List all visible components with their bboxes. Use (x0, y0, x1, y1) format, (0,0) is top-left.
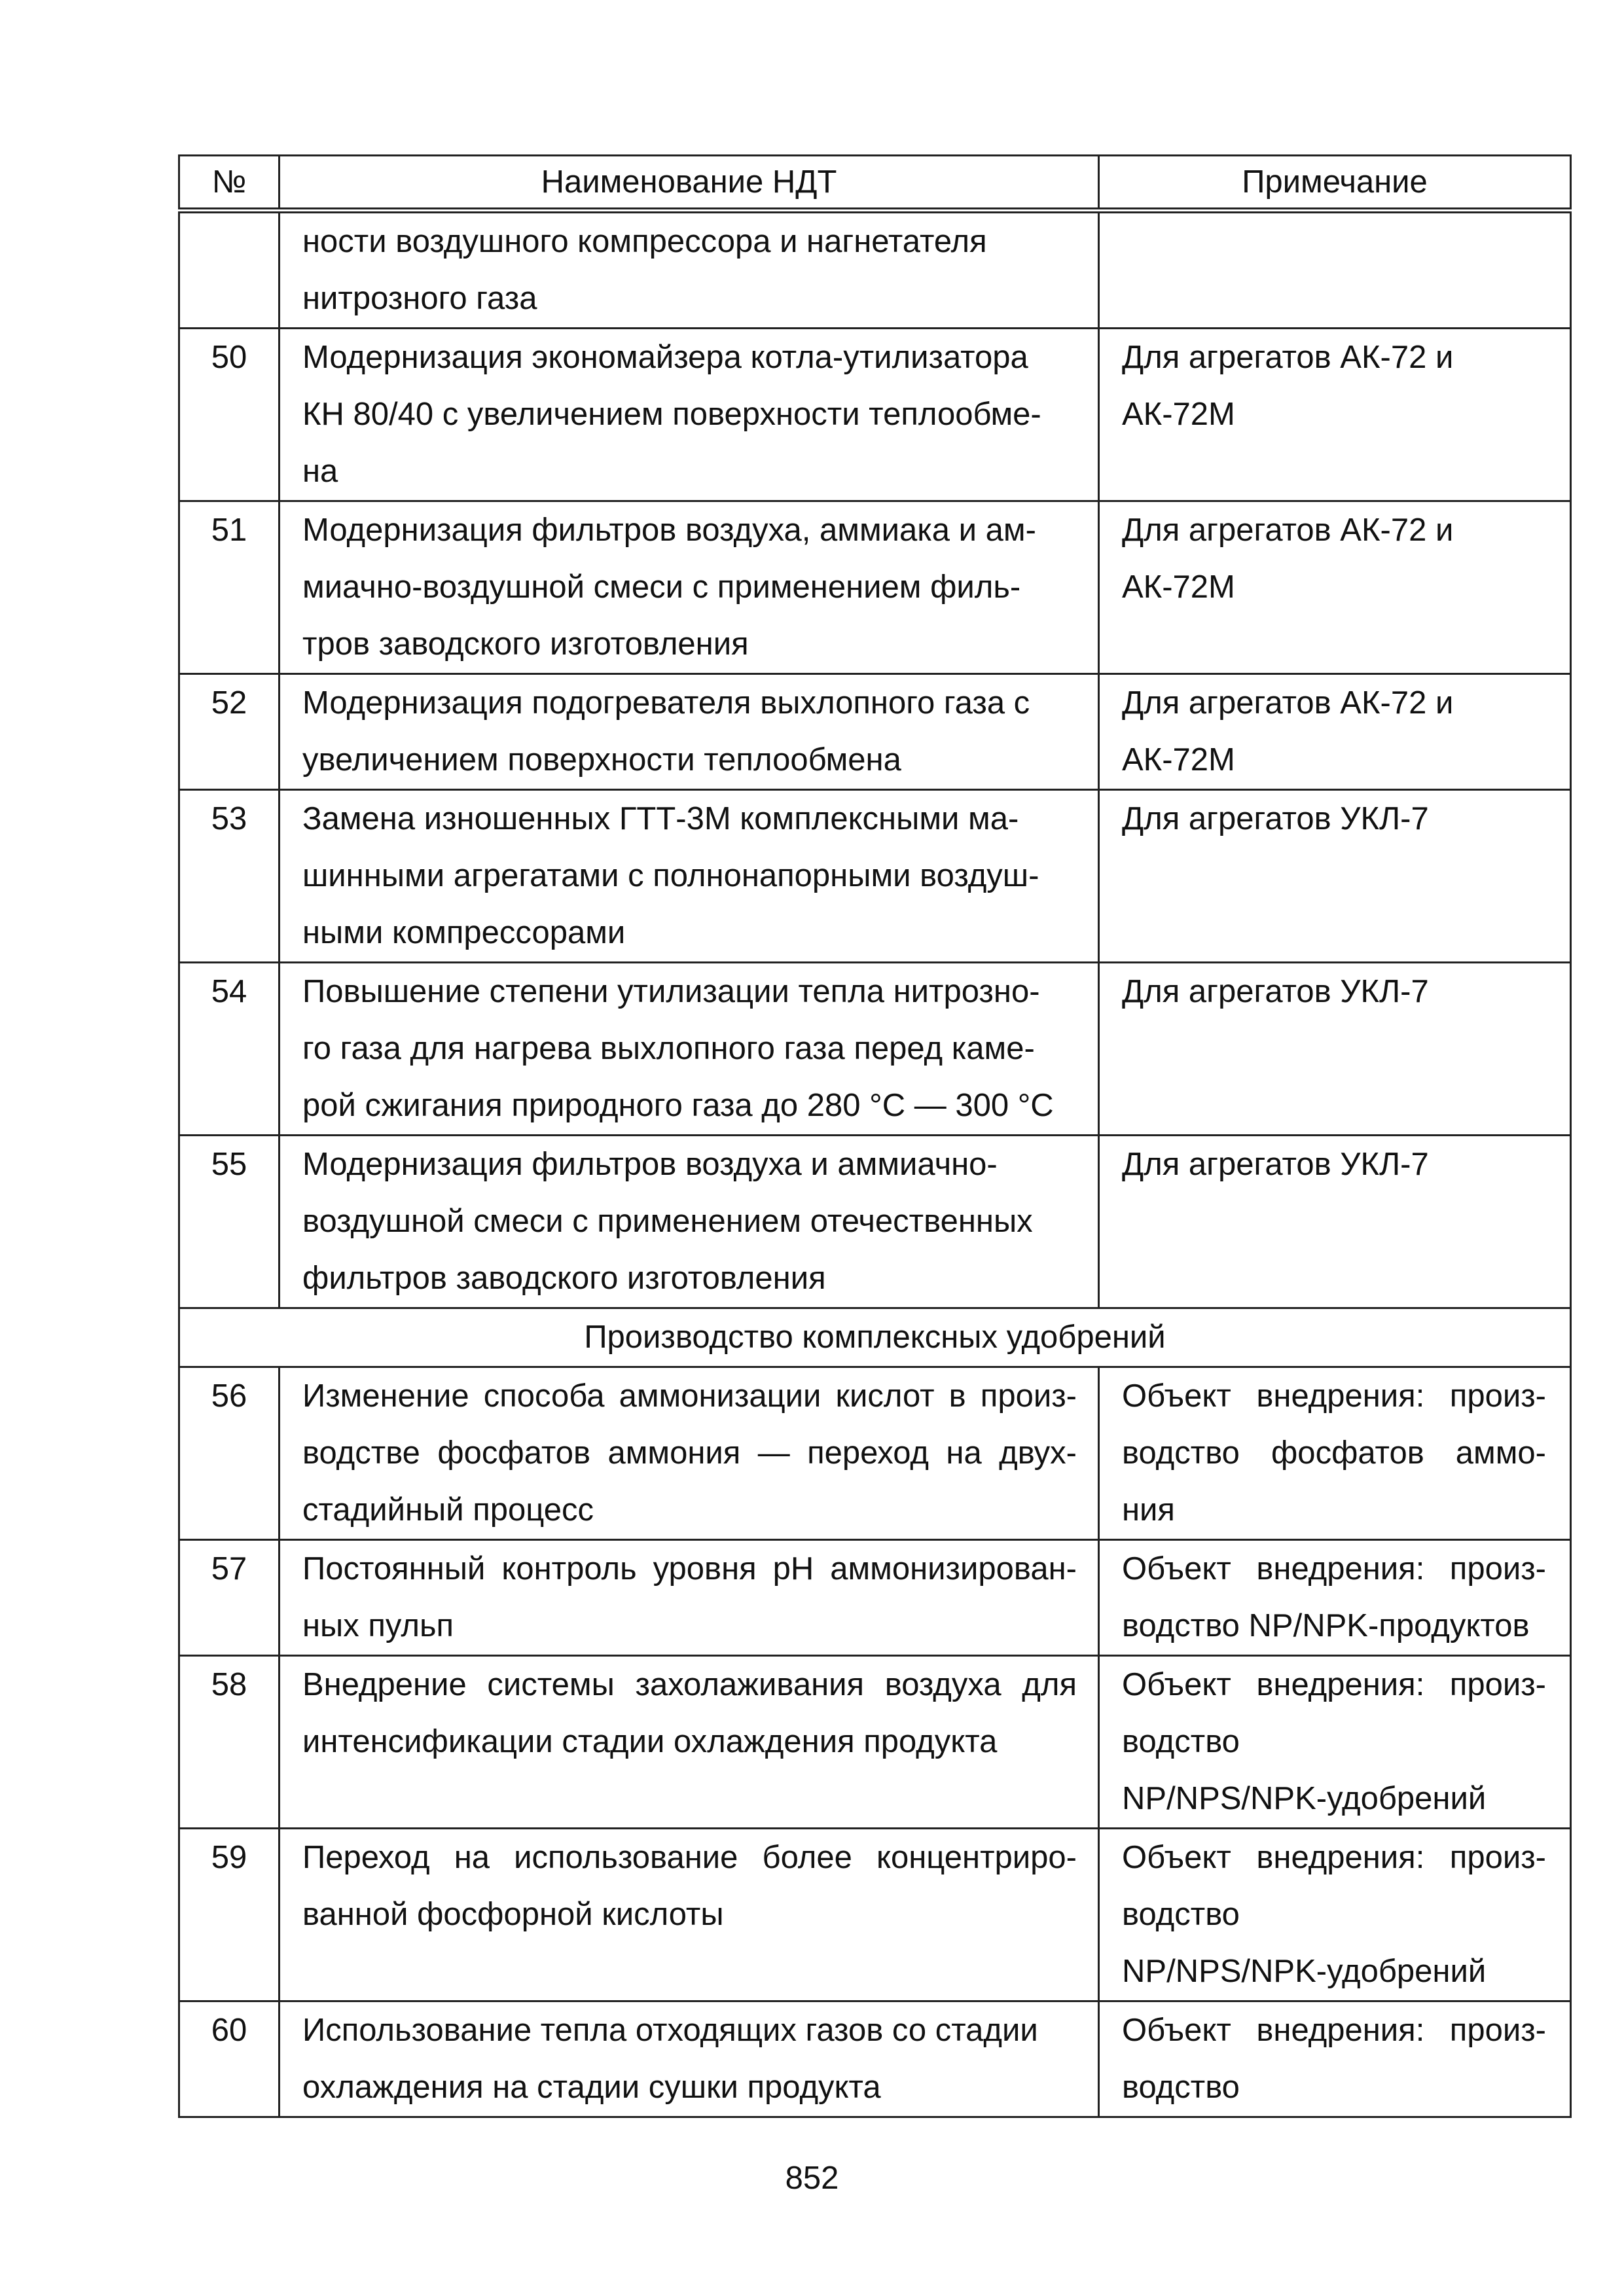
text-line: NP/NPS/NPK-удобрений (1122, 1954, 1487, 1989)
text-line: ния (1122, 1492, 1175, 1528)
text-line: нитрозного газа (302, 281, 537, 316)
table-row (179, 790, 1571, 963)
row-note (1099, 501, 1571, 674)
row-number: 54 (179, 963, 280, 1136)
row-number: 58 (179, 1656, 280, 1829)
text-line: Использование тепла отходящих газов со стадии (302, 2013, 1038, 2048)
text-line: Для агрегатов УКЛ-7 (1122, 801, 1429, 836)
ndt-table (178, 154, 1572, 2118)
row-name (280, 2001, 1099, 2117)
text-line: АК-72М (1122, 397, 1235, 432)
row-note (1099, 963, 1571, 1136)
row-name (280, 790, 1099, 963)
text-line: миачно-воздушной смеси с применением филь- (302, 569, 1021, 605)
text-line: тров заводского изготовления (302, 626, 749, 662)
text-line: водство (1122, 1897, 1240, 1932)
table-row (179, 1829, 1571, 2001)
table-row (179, 1136, 1571, 1308)
text-line: Модернизация экономайзера котла-утилизатора (302, 340, 1028, 375)
header-row (179, 156, 1571, 211)
text-line: Модернизация подогревателя выхлопного газа с (302, 685, 1030, 721)
row-name (280, 963, 1099, 1136)
row-number: 53 (179, 790, 280, 963)
row-number (179, 211, 280, 329)
text-line: ными компрессорами (302, 915, 626, 950)
row-number: 57 (179, 1540, 280, 1656)
text-line: Для агрегатов УКЛ-7 (1122, 1147, 1429, 1182)
table-row (179, 211, 1571, 329)
text-line: рой сжигания природного газа до 280 °С — 300 °С (302, 1088, 1054, 1123)
text-line: водство фосфатов аммо- (1122, 1435, 1546, 1471)
text-line: Для агрегатов АК-72 и (1122, 512, 1454, 548)
page-number: 852 (785, 2161, 839, 2196)
text-line: воздушной смеси с применением отечественных (302, 1204, 1033, 1239)
row-number: 52 (179, 674, 280, 790)
table-row (179, 1367, 1571, 1540)
text-line: фильтров заводского изготовления (302, 1261, 826, 1296)
text-line: Постоянный контроль уровня pH аммонизирован- (302, 1551, 1077, 1587)
text-line: КН 80/40 с увеличением поверхности теплообме- (302, 397, 1041, 432)
row-name (280, 501, 1099, 674)
text-line: Объект внедрения: произ- (1122, 1840, 1546, 1875)
row-note (1099, 1136, 1571, 1308)
text-line: Замена изношенных ГТТ-3М комплексными ма- (302, 801, 1019, 836)
text-line: АК-72М (1122, 742, 1235, 778)
row-number: 56 (179, 1367, 280, 1540)
row-name (280, 674, 1099, 790)
row-note (1099, 1367, 1571, 1540)
row-note (1099, 674, 1571, 790)
text-line: водстве фосфатов аммония — переход на двух- (302, 1435, 1077, 1471)
table-row (179, 329, 1571, 501)
text-line: го газа для нагрева выхлопного газа перед каме- (302, 1031, 1035, 1066)
text-line: ванной фосфорной кислоты (302, 1897, 724, 1932)
table-row (179, 2001, 1571, 2117)
table-row (179, 963, 1571, 1136)
row-note (1099, 211, 1571, 329)
row-note (1099, 1540, 1571, 1656)
row-note (1099, 790, 1571, 963)
table-body (179, 211, 1571, 2117)
header-name: Наименование НДТ (280, 156, 1099, 211)
text-line: Для агрегатов АК-72 и (1122, 685, 1454, 721)
row-name (280, 329, 1099, 501)
row-number: 55 (179, 1136, 280, 1308)
text-line: Внедрение системы захолаживания воздуха для (302, 1667, 1077, 1702)
text-line: Объект внедрения: произ- (1122, 1551, 1546, 1587)
header-note: Примечание (1099, 156, 1571, 211)
table-row (179, 1540, 1571, 1656)
row-note (1099, 2001, 1571, 2117)
row-note (1099, 1656, 1571, 1829)
table-row (179, 1656, 1571, 1829)
header-number: № (179, 156, 280, 211)
row-note (1099, 1829, 1571, 2001)
row-name (280, 1136, 1099, 1308)
text-line: стадийный процесс (302, 1492, 594, 1528)
text-line: Повышение степени утилизации тепла нитрозно- (302, 974, 1040, 1009)
text-line: NP/NPS/NPK-удобрений (1122, 1781, 1487, 1816)
text-line: Для агрегатов УКЛ-7 (1122, 974, 1429, 1009)
row-number: 60 (179, 2001, 280, 2117)
row-number: 51 (179, 501, 280, 674)
section-title: Производство комплексных удобрений (179, 1308, 1571, 1367)
text-line: Для агрегатов АК-72 и (1122, 340, 1454, 375)
row-number: 50 (179, 329, 280, 501)
text-line: интенсификации стадии охлаждения продукта (302, 1724, 998, 1759)
text-line: Модернизация фильтров воздуха и аммиачно- (302, 1147, 998, 1182)
text-line: ности воздушного компрессора и нагнетателя (302, 224, 987, 259)
text-line: охлаждения на стадии сушки продукта (302, 2070, 881, 2105)
table-row (179, 674, 1571, 790)
text-line: Модернизация фильтров воздуха, аммиака и ам- (302, 512, 1036, 548)
row-number: 59 (179, 1829, 280, 2001)
text-line: на (302, 454, 338, 489)
text-line: ных пульп (302, 1608, 454, 1643)
row-name (280, 211, 1099, 329)
text-line: Объект внедрения: произ- (1122, 1667, 1546, 1702)
text-line: водство (1122, 1724, 1240, 1759)
text-line: Переход на использование более концентриро- (302, 1840, 1077, 1875)
text-line: шинными агрегатами с полнонапорными воздуш- (302, 858, 1039, 893)
text-line: Изменение способа аммонизации кислот в произ- (302, 1378, 1077, 1414)
row-name (280, 1540, 1099, 1656)
table-header (179, 156, 1571, 211)
section-row (179, 1308, 1571, 1367)
row-name (280, 1829, 1099, 2001)
table-row (179, 501, 1571, 674)
text-line: водство (1122, 2070, 1240, 2105)
row-name (280, 1656, 1099, 1829)
row-note (1099, 329, 1571, 501)
text-line: увеличением поверхности теплообмена (302, 742, 901, 778)
text-line: Объект внедрения: произ- (1122, 2013, 1546, 2048)
row-name (280, 1367, 1099, 1540)
text-line: водство NP/NPK-продуктов (1122, 1608, 1530, 1643)
text-line: Объект внедрения: произ- (1122, 1378, 1546, 1414)
text-line: АК-72М (1122, 569, 1235, 605)
